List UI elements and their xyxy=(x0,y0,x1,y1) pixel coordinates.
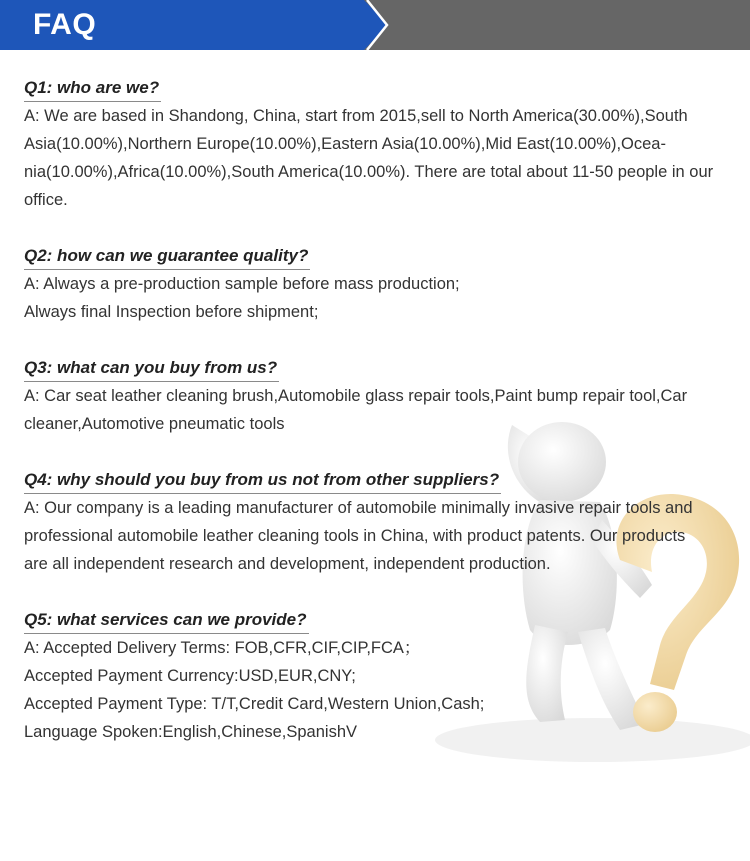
faq-list xyxy=(24,74,734,774)
faq-answer-line: Always final Inspection before shipment; xyxy=(24,303,319,321)
faq-answer-line: nia(10.00%),Africa(10.00%),South America(10.00%). There are total about 11-50 people in our xyxy=(24,163,714,181)
faq-answer-line: Language Spoken:English,Chinese,SpanishV xyxy=(24,723,357,741)
faq-answer-line: are all independent research and development, independent production. xyxy=(24,555,551,573)
faq-answer-line: office. xyxy=(24,191,68,209)
faq-answer-line: Asia(10.00%),Northern Europe(10.00%),Eastern Asia(10.00%),Mid East(10.00%),Ocea- xyxy=(24,135,666,153)
faq-question: Q4: why should you buy from us not from other suppliers? xyxy=(24,466,501,494)
faq-question: Q3: what can you buy from us? xyxy=(24,354,279,382)
faq-item xyxy=(24,354,734,438)
faq-answer-line: Accepted Payment Currency:USD,EUR,CNY; xyxy=(24,667,356,685)
faq-item xyxy=(24,242,734,326)
faq-answer-line: A: Always a pre-production sample before mass production; xyxy=(24,275,460,293)
faq-item xyxy=(24,466,734,578)
faq-answer-line: A: Car seat leather cleaning brush,Automobile glass repair tools,Paint bump repair tool,Car xyxy=(24,387,688,405)
faq-item xyxy=(24,606,734,746)
page-title: FAQ xyxy=(33,8,97,41)
faq-item xyxy=(24,74,734,214)
faq-answer-line: A: Accepted Delivery Terms: FOB,CFR,CIF,CIP,FCA； xyxy=(24,639,421,657)
faq-answer-line: professional automobile leather cleaning tools in China, with product patents. Our products xyxy=(24,527,686,545)
faq-question: Q5: what services can we provide? xyxy=(24,606,309,634)
faq-answer-line: cleaner,Automotive pneumatic tools xyxy=(24,415,285,433)
faq-answer-line: A: Our company is a leading manufacturer of automobile minimally invasive repair tools and xyxy=(24,499,693,517)
faq-question: Q1: who are we? xyxy=(24,74,161,102)
faq-answer-line: A: We are based in Shandong, China, start from 2015,sell to North America(30.00%),South xyxy=(24,107,688,125)
faq-answer-line: Accepted Payment Type: T/T,Credit Card,Western Union,Cash; xyxy=(24,695,485,713)
faq-question: Q2: how can we guarantee quality? xyxy=(24,242,310,270)
